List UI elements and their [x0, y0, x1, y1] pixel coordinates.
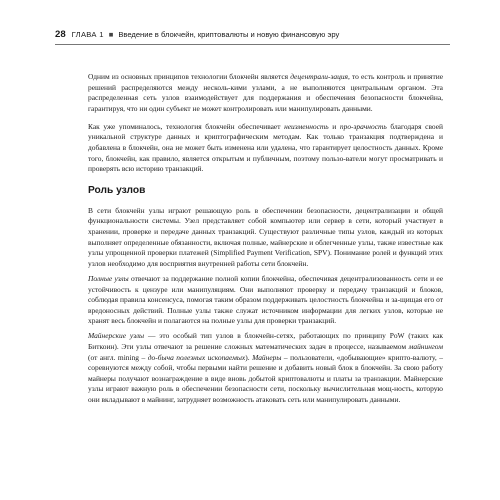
paragraph-text: Как уже упоминалось, технология блокчейн обеспечивает	[88, 121, 285, 131]
paragraph-full-nodes	[88, 274, 443, 327]
paragraph-nodes-intro	[88, 206, 443, 270]
emphasis-term: майнингом	[408, 341, 443, 351]
paragraph-text: и	[328, 121, 340, 131]
chapter-title: Введение в блокчейн, криптовалюты и новую финансовую эру	[118, 30, 340, 39]
paragraph-decentralization	[88, 72, 443, 114]
section-heading: Роль узлов	[88, 184, 146, 196]
emphasis-term: до-быча полезных ископаемых	[147, 352, 246, 362]
paragraph-text: благодаря своей уникальной структуре данных и криптографическим методам. Как только транзакция подтверждена и добавлена в блокчейн, она не может быть изменена или удалена, что гарантирует целостность данных. Кроме того, блокчейн, как правило, является открытым и публичным, поэтому пользо-ватели могут просматривать и проверять всю историю транзакций.	[88, 121, 444, 174]
chapter-label: ГЛАВА 1	[71, 30, 104, 39]
paragraph-immutability	[88, 122, 443, 175]
paragraph-text: , то есть контроль и принятие решений распределяются между несколь-кими узлами, а не выполняются центральным органом. Эта распределенная сеть узлов взаимодействует для поддержания и обеспечения безопасности блокчейна, гарантируя, что ни один субъект не может контролировать или манипулировать данными.	[88, 72, 443, 113]
emphasis-term: Полные узлы	[88, 273, 129, 283]
emphasis-term: про-зрачность	[339, 121, 387, 131]
running-header	[55, 30, 450, 45]
emphasis-term: Майнеры	[252, 352, 282, 362]
paragraph-text: ).	[245, 352, 253, 362]
paragraph-mining-nodes	[88, 331, 443, 405]
emphasis-term: децентрали-зация	[290, 72, 349, 81]
paragraph-text: — это особый тип узлов в блокчейн-сетях, работающих по принципу PoW (таких как Биткоин). Эти узлы отвечают за решение сложных математических задач в процессе, называемом	[88, 331, 443, 351]
paragraph-text: Одним из основных принципов технологии блокчейн является	[88, 72, 291, 81]
header-separator: ■	[108, 30, 114, 39]
emphasis-term: Майнерские узлы	[88, 331, 145, 341]
page-body	[88, 72, 443, 413]
paragraph-text: – пользователи, «добывающие» крипто-валюту, – соревнуются между собой, чтобы первыми найти решение и добавить новый блок в блокчейн. За свою работу майнеры получают вознаграждение в виде вновь добытой криптовалюты и платы за транзакции. Майнерские узлы играют важную роль в обеспечении безопасности сети, поскольку вычислительная мощ-ность, которую они вкладывают в майнинг, затрудняет возможность атаковать сеть или манипулировать данными.	[88, 352, 443, 404]
paragraph-text: В сети блокчейн узлы играют решающую роль в обеспечении безопасности, децентрализации и общей функциональности системы. Узел представляет собой компьютер или сервер в сети, который участвует в хранении, проверке и передаче данных транзакций. Существуют различные типы узлов, каждый из которых выполняет определенные обязанности, включая полные, майнерские и облегченные узлы, также известные как узлы упрощенной проверки платежей (Simplified Payment Verification, SPV). Понимание ролей и функций этих узлов необходимо для восприятия внутренней работы сети блокчейн.	[88, 205, 443, 268]
paragraph-text: отвечают за поддержание полной копии блокчейна, обеспечивая децентрализованность сети и ее устойчивость к цензуре или манипуляциям. Они выполняют проверку и передачу транзакций и блоков, соблюдая правила консенсуса, помогая таким образом поддерживать целостность блокчейна и за-щищая его от вредоносных действий. Полные узлы также служат источником информации для легких узлов, которые не хранят весь блокчейн и полагаются на полные узлы для проверки транзакций.	[88, 273, 443, 326]
emphasis-term: неизменность	[284, 121, 329, 131]
page-number: 28	[55, 29, 66, 40]
paragraph-text: (от англ. mining –	[88, 352, 148, 362]
